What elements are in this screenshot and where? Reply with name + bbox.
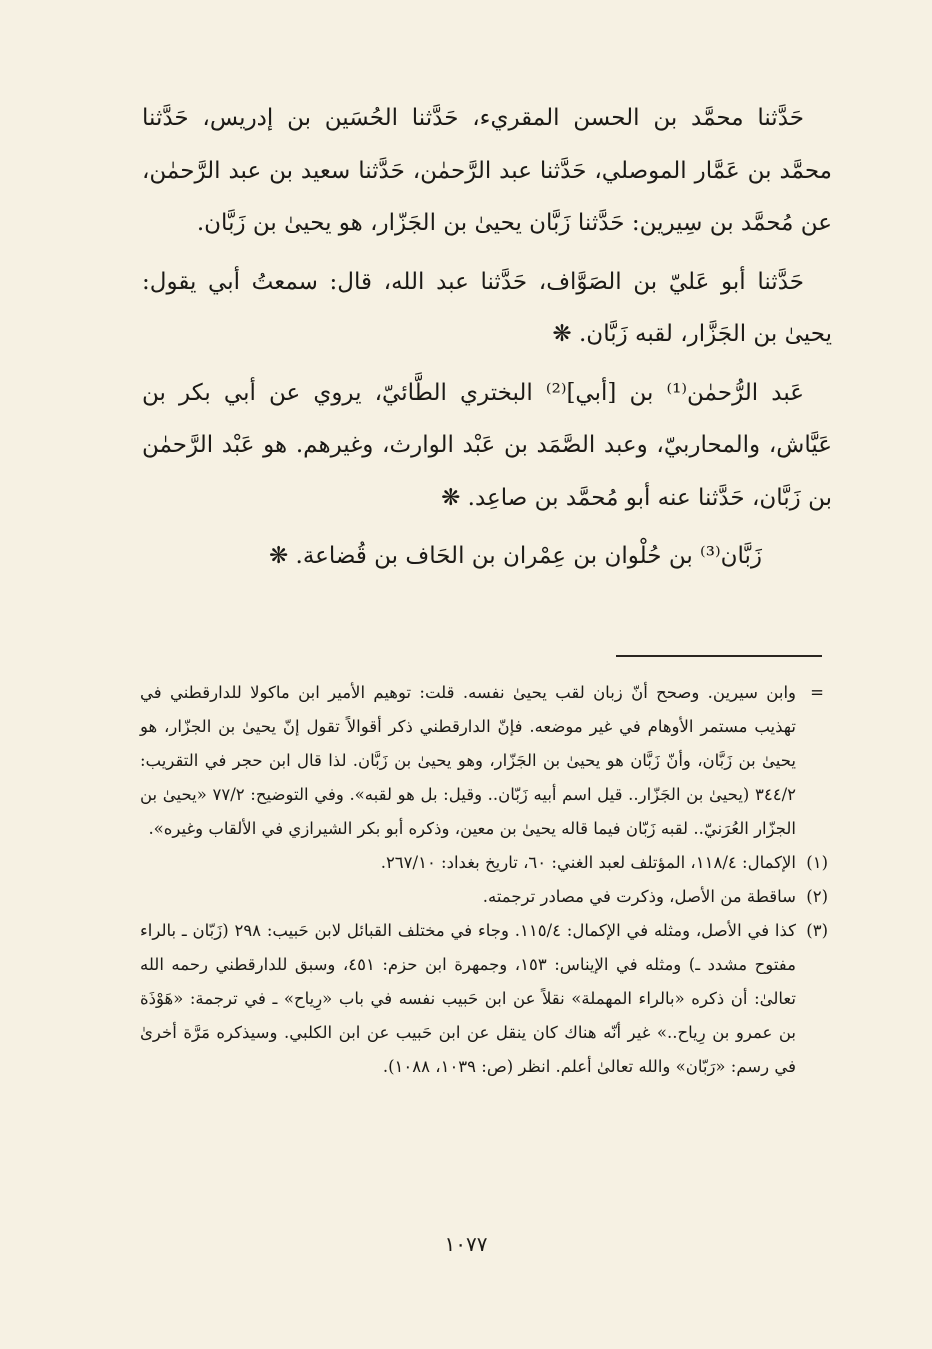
- footnote-3: [140, 914, 828, 1084]
- footnote-2-text: ساقطة من الأصل، وذكرت في مصادر ترجمته.: [482, 887, 796, 906]
- footnote-2-number: (٢): [806, 887, 828, 906]
- main-paragraph-1: حَدَّثنا محمَّد بن الحسن المقريء، حَدَّثنا الحُسَين بن إدريس، حَدَّثنا محمَّد بن عَمَّار الموصلي، حَدَّثنا عبد الرَّحمٰن، حَدَّثنا سعيد بن عبد الرَّحمٰن، عن مُحمَّد بن سِيرين: حَدَّثنا زَبَّان يحيىٰ بن الجَزّار، هو يحيىٰ بن زَبَّان.: [142, 105, 832, 236]
- main-paragraph-3: عَبد الرُّحمٰن⁽¹⁾ بن [أبي]⁽²⁾ البختري الطَّائيّ، يروي عن أبي بكر بن عَيَّاش، والمحاربيّ، وعبد الصَّمَد بن عَبْد الوارث، وغيرهم. هو عَبْد الرَّحمٰن بن زَبَّان، حَدَّثنا عنه أبو مُحمَّد بن صاعِد. ❋: [142, 379, 832, 511]
- footnotes-block: [140, 676, 828, 1084]
- footnote-2: [140, 880, 828, 914]
- continuation-mark: =: [810, 683, 824, 702]
- footnote-1-text: الإكمال: ١١٨/٤، المؤتلف لعبد الغني: ٦٠، تاريخ بغداد: ٢٦٧/١٠.: [380, 853, 796, 872]
- footnote-3-number: (٣): [806, 921, 828, 940]
- main-paragraph-2: حَدَّثنا أبو عَليّ بن الصَوَّاف، حَدَّثنا عبد الله، قال: سمعتُ أبي يقول: يحيىٰ بن الجَزَّار، لقبه زَبَّان. ❋: [142, 268, 832, 347]
- main-text-block: [142, 92, 832, 589]
- footnote-separator: [616, 655, 822, 657]
- footnote-3-text: كذا في الأصل، ومثله في الإكمال: ١١٥/٤. وجاء في مختلف القبائل لابن حَبيب: ٢٩٨ (زَبّان ـ بالراء مفتوح مشدد ـ) ومثله في الإيناس: ١٥٣، وجمهرة ابن حزم: ٤٥١، وسبق للدارقطني رحمه الله تعالىٰ: أن ذكره «بالراء المهملة» نقلاً عن ابن حَبيب نفسه في باب «رِياح» ـ في ترجمة: «هَوْذَة بن عمرو بن رِياح..» غير أنّه هناك كان ينقل عن ابن حَبيب عن ابن الكلبي. وسيذكره مَرَّة أخرىٰ في رسم: «رَبّان» والله تعالىٰ أعلم. انظر (ص: ١٠٣٩، ١٠٨٨).: [140, 921, 796, 1076]
- footnote-1-number: (١): [806, 853, 828, 872]
- footnote-1: [140, 846, 828, 880]
- page-number: ١٠٧٧: [444, 1232, 488, 1256]
- main-paragraph-4: زَبَّان⁽³⁾ بن حُلْوان بن عِمْران بن الحَاف بن قُضاعة. ❋: [268, 543, 762, 569]
- footnote-continuation-text: وابن سيرين. وصحح أنّ زبان لقب يحيىٰ نفسه. قلت: توهيم الأمير ابن ماكولا للدارقطني في تهذيب مستمر الأوهام في غير موضعه. فإنّ الدارقطني ذكر أقوالاً تقول إنّ يحيىٰ بن الجزّار، هو يحيىٰ بن زَبَّان، وأنّ زَبَّان هو يحيىٰ بن الجَزّار، وهو يحيىٰ بن زَبَّان. لذا قال ابن حجر في التقريب: ٣٤٤/٢ (يحيىٰ بن الجَزّار.. قيل اسم أبيه زَبّان.. وقيل: بل هو لقبه». وفي التوضيح: ٧٧/٢ «يحيىٰ بن الجزّار العُرَنيّ.. لقبه زَبّان فيما قاله يحيىٰ بن معين، وذكره أبو بكر الشيرازي في الألقاب وغيره».: [140, 683, 797, 838]
- footnote-continuation: [140, 676, 824, 846]
